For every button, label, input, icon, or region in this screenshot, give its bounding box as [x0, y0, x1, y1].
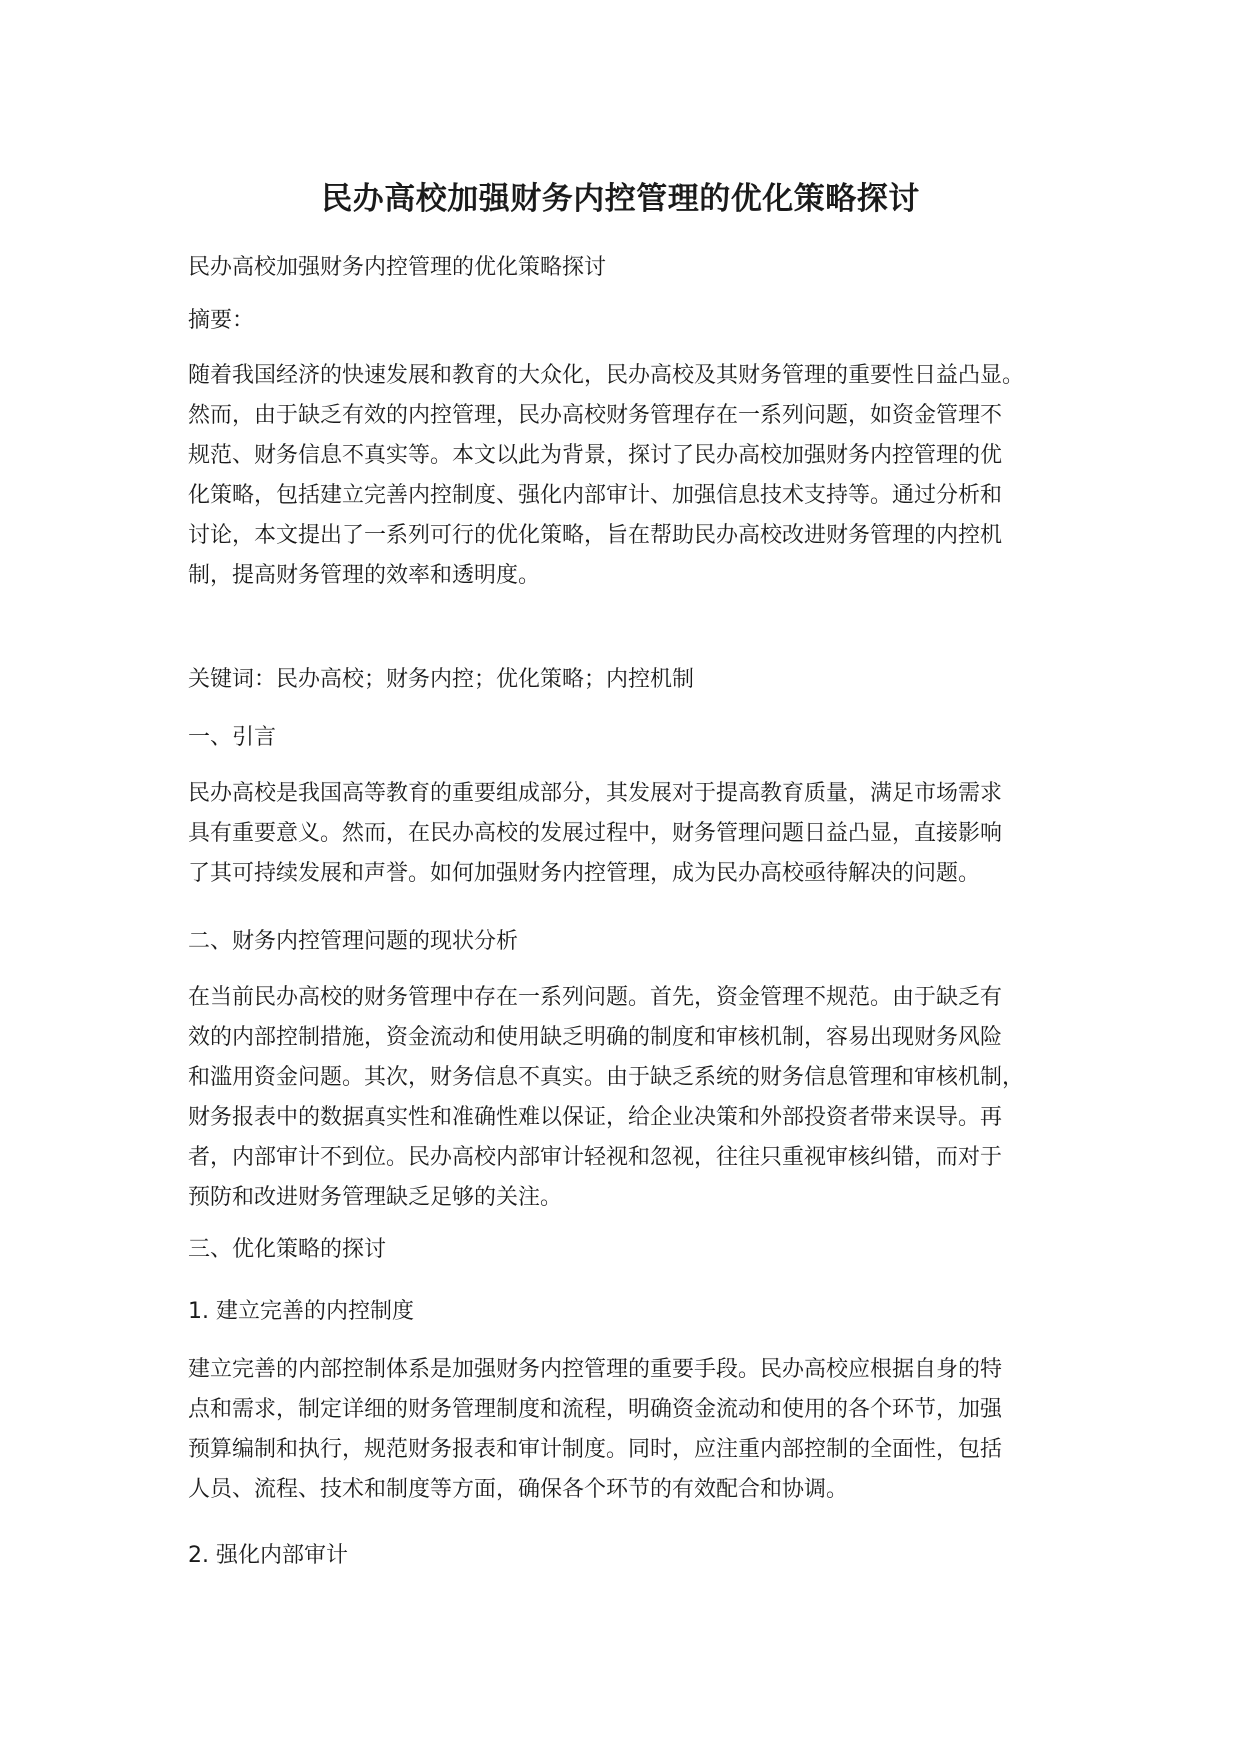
- paragraph-line: 然而，由于缺乏有效的内控管理，民办高校财务管理存在一系列问题，如资金管理不: [188, 403, 1003, 428]
- paragraph-line: 者，内部审计不到位。民办高校内部审计轻视和忽视，往往只重视审核纠错，而对于: [188, 1145, 1003, 1170]
- paragraph-line: 人员、流程、技术和制度等方面，确保各个环节的有效配合和协调。: [188, 1477, 849, 1502]
- document-title: 民办高校加强财务内控管理的优化策略探讨: [321, 181, 920, 217]
- paragraph-line: 效的内部控制措施，资金流动和使用缺乏明确的制度和审核机制，容易出现财务风险: [188, 1025, 1003, 1050]
- subsection-heading-internal-audit: 2. 强化内部审计: [188, 1543, 348, 1568]
- document-subtitle: 民办高校加强财务内控管理的优化策略探讨: [188, 255, 607, 280]
- status-analysis-paragraph: [188, 978, 1088, 1218]
- paragraph-line: 民办高校是我国高等教育的重要组成部分，其发展对于提高教育质量，满足市场需求: [188, 781, 1003, 806]
- abstract-paragraph: [188, 356, 1088, 596]
- paragraph-line: 制，提高财务管理的效率和透明度。: [188, 563, 541, 588]
- introduction-paragraph: [188, 774, 1088, 894]
- paragraph-line: 和滥用资金问题。其次，财务信息不真实。由于缺乏系统的财务信息管理和审核机制，: [188, 1065, 1025, 1090]
- paragraph-line: 预算编制和执行，规范财务报表和审计制度。同时，应注重内部控制的全面性，包括: [188, 1437, 1003, 1462]
- paragraph-line: 点和需求，制定详细的财务管理制度和流程，明确资金流动和使用的各个环节，加强: [188, 1397, 1003, 1422]
- paragraph-line: 财务报表中的数据真实性和准确性难以保证，给企业决策和外部投资者带来误导。再: [188, 1105, 1003, 1130]
- paragraph-line: 具有重要意义。然而，在民办高校的发展过程中，财务管理问题日益凸显，直接影响: [188, 821, 1003, 846]
- paragraph-line: 随着我国经济的快速发展和教育的大众化，民办高校及其财务管理的重要性日益凸显。: [188, 363, 1025, 388]
- subsection-heading-internal-control: 1. 建立完善的内控制度: [188, 1299, 414, 1324]
- section-heading-strategies: 三、优化策略的探讨: [188, 1237, 387, 1262]
- paragraph-line: 建立完善的内部控制体系是加强财务内控管理的重要手段。民办高校应根据自身的特: [188, 1357, 1003, 1382]
- paragraph-line: 了其可持续发展和声誉。如何加强财务内控管理，成为民办高校亟待解决的问题。: [188, 861, 981, 886]
- paragraph-line: 预防和改进财务管理缺乏足够的关注。: [188, 1185, 563, 1210]
- section-heading-introduction: 一、引言: [188, 725, 277, 750]
- paragraph-line: 讨论，本文提出了一系列可行的优化策略，旨在帮助民办高校改进财务管理的内控机: [188, 523, 1003, 548]
- keywords-line: 关键词：民办高校；财务内控；优化策略；内控机制: [188, 667, 695, 692]
- internal-control-paragraph: [188, 1350, 1088, 1510]
- paragraph-line: 规范、财务信息不真实等。本文以此为背景，探讨了民办高校加强财务内控管理的优: [188, 443, 1003, 468]
- paragraph-line: 在当前民办高校的财务管理中存在一系列问题。首先，资金管理不规范。由于缺乏有: [188, 985, 1003, 1010]
- paragraph-line: 化策略，包括建立完善内控制度、强化内部审计、加强信息技术支持等。通过分析和: [188, 483, 1003, 508]
- section-heading-status-analysis: 二、财务内控管理问题的现状分析: [188, 929, 519, 954]
- abstract-label: 摘要：: [188, 308, 255, 333]
